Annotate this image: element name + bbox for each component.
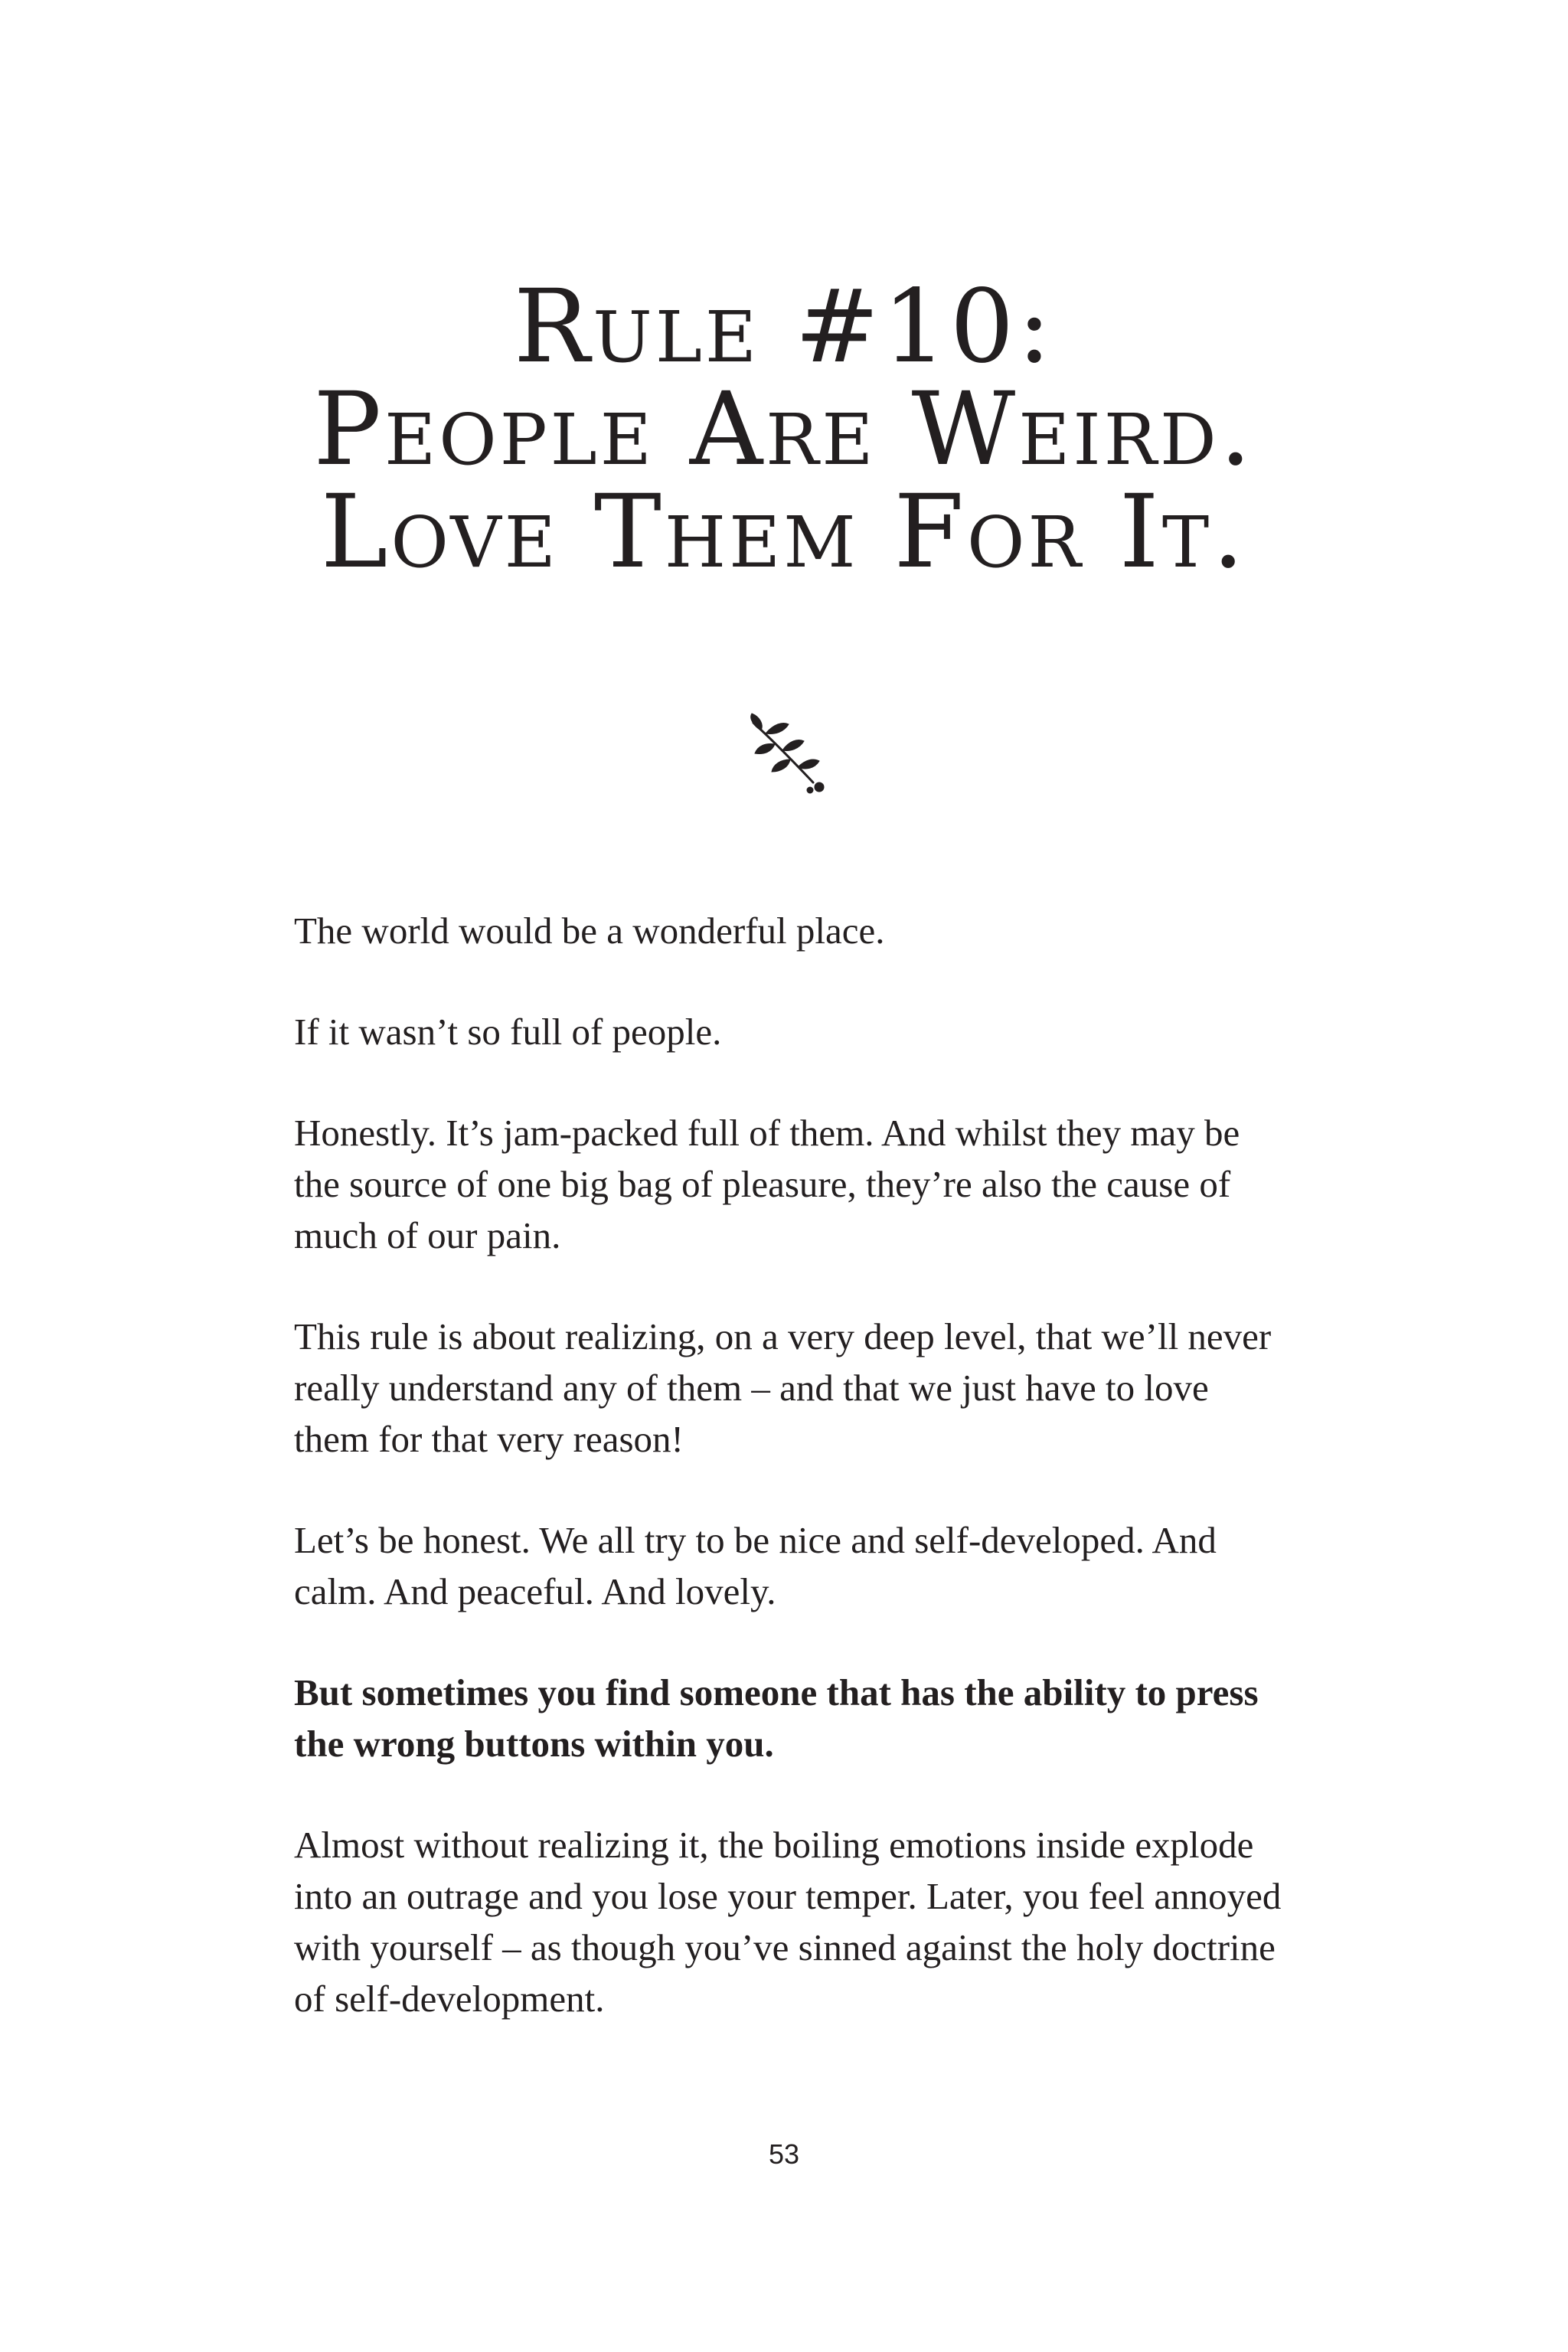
- body-text: [294, 905, 1289, 2074]
- paragraph-4: This rule is about realizing, on a very deep level, that we’ll never really understand any of them – and that we just have to love them for that very reason!: [294, 1315, 1272, 1460]
- chapter-title-line-2: People Are Weird.: [313, 371, 1255, 488]
- paragraph-7: Almost without realizing it, the boiling emotions inside explode into an outrage and you lose your temper. Later, you feel annoyed with yourself – as though you’ve sinned against the holy doctrine of self-development.: [294, 1824, 1282, 2020]
- paragraph-5: Let’s be honest. We all try to be nice and self-developed. And calm. And peaceful. And lovely.: [294, 1519, 1217, 1612]
- chapter-title-line-1: Rule #10:: [513, 268, 1055, 386]
- leaf-sprig-icon: [743, 712, 827, 796]
- page-number: 53: [768, 2138, 800, 2170]
- chapter-title: [0, 268, 1568, 591]
- paragraph-2: If it wasn’t so full of people.: [294, 1011, 722, 1053]
- paragraph-1: The world would be a wonderful place.: [294, 910, 885, 952]
- paragraph-3: Honestly. It’s jam-packed full of them. And whilst they may be the source of one big bag of pleasure, they’re also the cause of much of our pain.: [294, 1112, 1240, 1256]
- paragraph-6-bold: But sometimes you find someone that has the ability to press the wrong buttons within you.: [294, 1671, 1259, 1765]
- chapter-title-line-3: Love Them For It.: [320, 473, 1248, 591]
